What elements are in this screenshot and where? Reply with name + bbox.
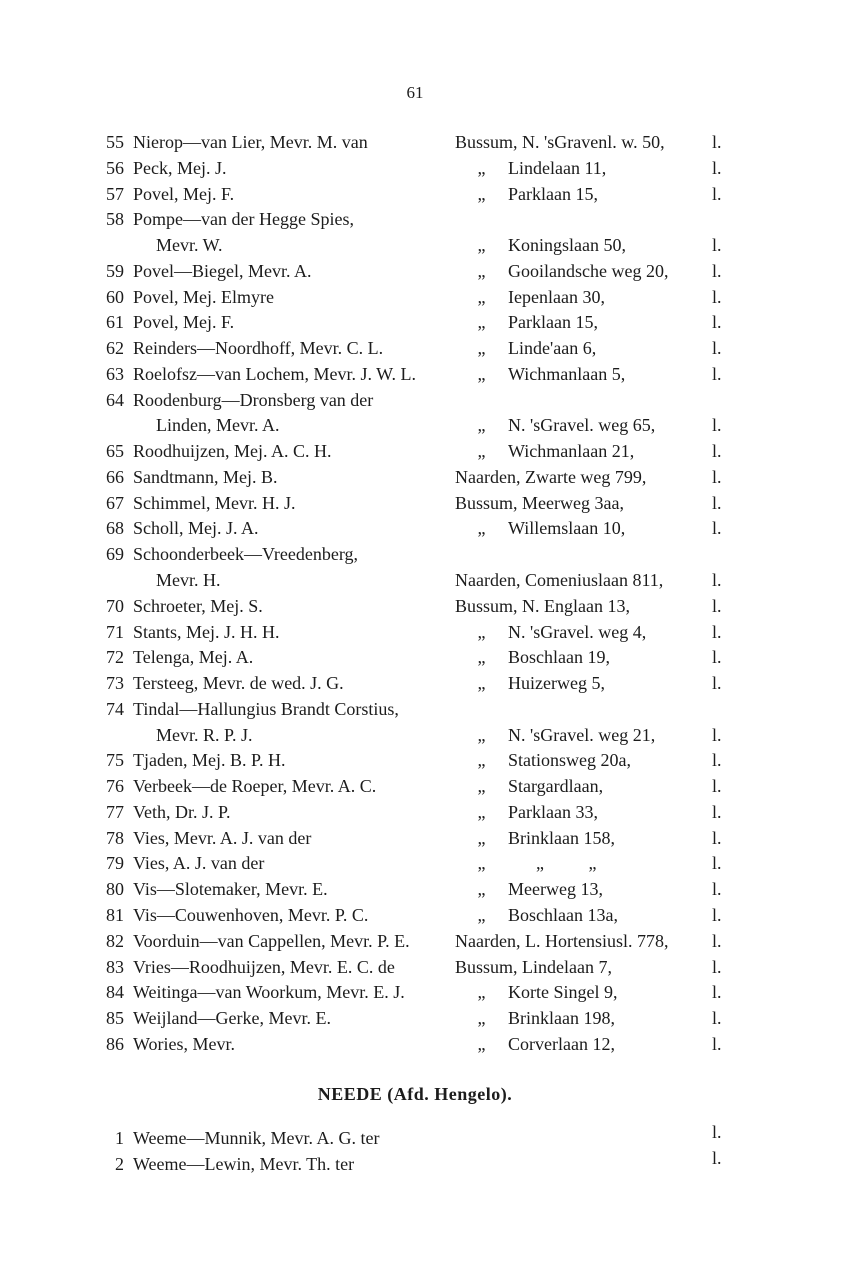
member-location (455, 876, 603, 902)
ditto-mark: „ (477, 338, 486, 359)
member-name: Voorduin—van Cappellen, Mevr. P. E. (133, 930, 410, 951)
membership-mark: l. (712, 466, 722, 487)
member-address: „ „ (536, 853, 597, 874)
member-place: Bussum, (455, 132, 518, 152)
membership-mark: l. (712, 338, 722, 359)
ditto-mark: „ (477, 750, 486, 771)
entry-number: 60 (106, 286, 124, 307)
member-address: Huizerweg 5, (508, 673, 605, 694)
member-address: N. 'sGravel. weg 4, (508, 621, 647, 642)
entry-number: 63 (106, 363, 124, 384)
ditto-mark: „ (477, 157, 486, 178)
member-address: Gooilandsche weg 20, (508, 260, 669, 281)
entry-number: 61 (106, 312, 124, 333)
list-item (0, 412, 860, 438)
member-location (455, 850, 596, 876)
membership-mark: l. (712, 673, 722, 694)
entry-number: 64 (106, 389, 124, 410)
membership-mark: l. (712, 441, 722, 462)
membership-mark: l. (712, 879, 722, 900)
membership-mark: l. (712, 363, 722, 384)
list-item (0, 232, 860, 258)
member-location (455, 644, 610, 670)
member-location (455, 954, 612, 980)
entry-number: 70 (106, 595, 124, 616)
member-name: Reinders—Noordhoff, Mevr. C. L. (133, 338, 384, 359)
member-name: Nierop—van Lier, Mevr. M. van (133, 132, 368, 152)
list-item (0, 361, 860, 387)
list-item (0, 206, 860, 232)
membership-mark: l. (712, 1122, 722, 1142)
list-item (0, 850, 860, 876)
entry-number: 81 (106, 904, 124, 925)
member-name: Weijland—Gerke, Mevr. E. (133, 1008, 331, 1029)
list-item (0, 541, 860, 567)
membership-mark: l. (712, 801, 722, 822)
entry-number: 58 (106, 209, 124, 230)
member-name: Povel—Biegel, Mevr. A. (133, 260, 312, 281)
list-item (0, 954, 860, 980)
member-location (455, 722, 655, 748)
member-name: Schroeter, Mej. S. (133, 595, 263, 616)
member-name: Roodhuijzen, Mej. A. C. H. (133, 441, 332, 462)
member-location (455, 438, 634, 464)
list-item (0, 335, 860, 361)
member-name: Povel, Mej. F. (133, 312, 235, 333)
member-place: Naarden, (455, 466, 521, 487)
entry-number: 71 (106, 621, 124, 642)
list-item (0, 670, 860, 696)
list-item (0, 799, 860, 825)
member-address: Meerweg 13, (508, 879, 603, 900)
member-location (455, 825, 615, 851)
member-location (455, 490, 624, 516)
member-location (455, 902, 618, 928)
membership-mark: l. (712, 1033, 722, 1054)
member-name: Roodenburg—Dronsberg van der (133, 389, 374, 410)
member-name: Telenga, Mej. A. (133, 647, 254, 668)
member-location (455, 335, 596, 361)
member-location (455, 464, 646, 490)
member-name: Weitinga—van Woorkum, Mevr. E. J. (133, 982, 405, 1003)
member-location (455, 181, 598, 207)
entry-number: 57 (106, 183, 124, 204)
entry-number: 80 (106, 879, 124, 900)
list-item (0, 567, 860, 593)
ditto-mark: „ (477, 518, 486, 539)
entry-number: 55 (106, 132, 124, 152)
membership-mark: l. (712, 930, 722, 951)
member-location (455, 619, 646, 645)
entry-number: 59 (106, 260, 124, 281)
entry-number: 2 (115, 1154, 124, 1174)
membership-mark: l. (712, 647, 722, 668)
member-name: Weeme—Munnik, Mevr. A. G. ter (133, 1128, 380, 1148)
entry-number: 72 (106, 647, 124, 668)
membership-mark: l. (712, 956, 722, 977)
ditto-mark: „ (477, 621, 486, 642)
membership-mark: l. (712, 570, 722, 591)
membership-mark: l. (712, 827, 722, 848)
member-address: Koningslaan 50, (508, 235, 626, 256)
member-location (455, 1031, 615, 1057)
member-address: Iepenlaan 30, (508, 286, 605, 307)
member-location (455, 412, 655, 438)
section-member-list (0, 1122, 860, 1177)
ditto-mark: „ (477, 801, 486, 822)
member-location (455, 747, 631, 773)
membership-mark: l. (712, 776, 722, 797)
member-address: Stationsweg 20a, (508, 750, 631, 771)
ditto-mark: „ (477, 673, 486, 694)
member-address: Parklaan 33, (508, 801, 598, 822)
member-address: Boschlaan 13a, (508, 904, 618, 925)
list-item (0, 1031, 860, 1057)
member-location (455, 309, 598, 335)
member-address: N. 'sGravenl. w. 50, (522, 132, 665, 152)
member-address: Parklaan 15, (508, 312, 598, 333)
member-location (455, 799, 598, 825)
ditto-mark: „ (477, 235, 486, 256)
entry-number: 82 (106, 930, 124, 951)
entry-number: 68 (106, 518, 124, 539)
list-item (0, 1122, 860, 1151)
ditto-mark: „ (477, 724, 486, 745)
member-address: L. Hortensiusl. 778, (524, 930, 669, 951)
membership-mark: l. (712, 1008, 722, 1029)
member-address: Comeniuslaan 811, (524, 570, 664, 591)
ditto-mark: „ (477, 879, 486, 900)
member-location (455, 361, 625, 387)
member-name: Vis—Couwenhoven, Mevr. P. C. (133, 904, 369, 925)
member-address: Korte Singel 9, (508, 982, 618, 1003)
member-name: Tjaden, Mej. B. P. H. (133, 750, 286, 771)
membership-mark: l. (712, 132, 722, 152)
member-name: Sandtmann, Mej. B. (133, 466, 278, 487)
member-name: Weeme—Lewin, Mevr. Th. ter (133, 1154, 355, 1174)
entry-number: 62 (106, 338, 124, 359)
list-item (0, 438, 860, 464)
member-name: Schoonderbeek—Vreedenberg, (133, 544, 358, 565)
list-item (0, 181, 860, 207)
member-address: N. 'sGravel. weg 21, (508, 724, 656, 745)
member-name: Mevr. W. (156, 235, 223, 256)
member-name: Peck, Mej. J. (133, 157, 227, 178)
member-list (0, 129, 860, 1057)
entry-number: 85 (106, 1008, 124, 1029)
ditto-mark: „ (477, 415, 486, 436)
list-item (0, 619, 860, 645)
entry-number: 84 (106, 982, 124, 1003)
member-name: Tersteeg, Mevr. de wed. J. G. (133, 673, 344, 694)
member-location (455, 284, 605, 310)
member-location (455, 773, 603, 799)
member-location (455, 928, 668, 954)
ditto-mark: „ (477, 441, 486, 462)
ditto-mark: „ (477, 827, 486, 848)
list-item (0, 1148, 860, 1177)
member-address: Boschlaan 19, (508, 647, 610, 668)
member-address: Zwarte weg 799, (524, 466, 647, 487)
member-address: Meerweg 3aa, (522, 492, 624, 513)
ditto-mark: „ (477, 260, 486, 281)
member-name: Vries—Roodhuijzen, Mevr. E. C. de (133, 956, 395, 977)
section-title: NEEDE (Afd. Hengelo). (317, 1084, 513, 1104)
member-name: Mevr. H. (156, 570, 221, 591)
membership-mark: l. (712, 724, 722, 745)
list-item (0, 902, 860, 928)
member-name: Pompe—van der Hegge Spies, (133, 209, 354, 230)
membership-mark: l. (712, 982, 722, 1003)
ditto-mark: „ (477, 1008, 486, 1029)
membership-mark: l. (712, 492, 722, 513)
member-address: Wichmanlaan 5, (508, 363, 626, 384)
member-address: Corverlaan 12, (508, 1033, 615, 1054)
member-location (455, 515, 625, 541)
ditto-mark: „ (477, 982, 486, 1003)
ditto-mark: „ (477, 363, 486, 384)
member-location (455, 129, 665, 155)
member-address: N. 'sGravel. weg 65, (508, 415, 656, 436)
ditto-mark: „ (477, 286, 486, 307)
ditto-mark: „ (477, 647, 486, 668)
entry-number: 78 (106, 827, 124, 848)
member-location (455, 670, 605, 696)
member-name: Roelofsz—van Lochem, Mevr. J. W. L. (133, 363, 416, 384)
membership-mark: l. (712, 260, 722, 281)
list-item (0, 1005, 860, 1031)
member-address: Brinklaan 198, (508, 1008, 615, 1029)
list-item (0, 515, 860, 541)
membership-mark: l. (712, 183, 722, 204)
entry-number: 65 (106, 441, 124, 462)
membership-mark: l. (712, 595, 722, 616)
member-place: Bussum, (455, 492, 518, 513)
member-place: Naarden, (455, 570, 521, 591)
ditto-mark: „ (477, 1033, 486, 1054)
list-item (0, 284, 860, 310)
member-location (455, 593, 630, 619)
entry-number: 76 (106, 776, 124, 797)
member-address: Willemslaan 10, (508, 518, 626, 539)
member-name: Tindal—Hallungius Brandt Corstius, (133, 698, 399, 719)
entry-number: 79 (106, 853, 124, 874)
membership-mark: l. (712, 518, 722, 539)
member-name: Vis—Slotemaker, Mevr. E. (133, 879, 328, 900)
member-address: Brinklaan 158, (508, 827, 615, 848)
list-item (0, 464, 860, 490)
entry-number: 67 (106, 492, 124, 513)
member-name: Verbeek—de Roeper, Mevr. A. C. (133, 776, 377, 797)
entry-number: 86 (106, 1033, 124, 1054)
member-place: Bussum, (455, 956, 518, 977)
ditto-mark: „ (477, 853, 486, 874)
member-name: Linden, Mevr. A. (156, 415, 280, 436)
ditto-mark: „ (477, 776, 486, 797)
list-item (0, 387, 860, 413)
list-item (0, 644, 860, 670)
entry-number: 77 (106, 801, 124, 822)
membership-mark: l. (712, 853, 722, 874)
list-item (0, 876, 860, 902)
member-location (455, 232, 626, 258)
list-item (0, 155, 860, 181)
entry-number: 75 (106, 750, 124, 771)
entry-number: 66 (106, 466, 124, 487)
membership-mark: l. (712, 904, 722, 925)
member-location (455, 567, 663, 593)
membership-mark: l. (712, 415, 722, 436)
list-item (0, 490, 860, 516)
membership-mark: l. (712, 750, 722, 771)
membership-mark: l. (712, 621, 722, 642)
ditto-mark: „ (477, 312, 486, 333)
member-address: Lindelaan 11, (508, 157, 607, 178)
member-name: Vies, A. J. van der (133, 853, 265, 874)
member-name: Veth, Dr. J. P. (133, 801, 231, 822)
list-item (0, 309, 860, 335)
list-item (0, 747, 860, 773)
list-item (0, 928, 860, 954)
member-location (455, 1005, 615, 1031)
entry-number: 74 (106, 698, 124, 719)
list-item (0, 696, 860, 722)
member-address: Parklaan 15, (508, 183, 598, 204)
list-item (0, 593, 860, 619)
membership-mark: l. (712, 157, 722, 178)
ditto-mark: „ (477, 183, 486, 204)
member-name: Wories, Mevr. (133, 1033, 236, 1054)
entry-number: 83 (106, 956, 124, 977)
member-name: Scholl, Mej. J. A. (133, 518, 259, 539)
list-item (0, 979, 860, 1005)
member-name: Vies, Mevr. A. J. van der (133, 827, 312, 848)
entry-number: 1 (115, 1128, 124, 1148)
member-address: Lindelaan 7, (522, 956, 612, 977)
member-location (455, 155, 606, 181)
member-name: Povel, Mej. F. (133, 183, 235, 204)
member-address: Wichmanlaan 21, (508, 441, 635, 462)
page-number: 61 (406, 83, 424, 102)
member-place: Bussum, (455, 595, 518, 616)
list-item (0, 129, 860, 155)
membership-mark: l. (712, 312, 722, 333)
member-place: Naarden, (455, 930, 521, 951)
entry-number: 69 (106, 544, 124, 565)
list-item (0, 825, 860, 851)
member-name: Povel, Mej. Elmyre (133, 286, 274, 307)
entry-number: 56 (106, 157, 124, 178)
membership-mark: l. (712, 1148, 722, 1168)
list-item (0, 258, 860, 284)
member-address: Stargardlaan, (508, 776, 604, 797)
member-name: Mevr. R. P. J. (156, 724, 253, 745)
ditto-mark: „ (477, 904, 486, 925)
entry-number: 73 (106, 673, 124, 694)
list-item (0, 722, 860, 748)
member-location (455, 258, 668, 284)
membership-mark: l. (712, 235, 722, 256)
member-address: Linde'aan 6, (508, 338, 597, 359)
member-name: Schimmel, Mevr. H. J. (133, 492, 296, 513)
member-address: N. Englaan 13, (522, 595, 631, 616)
list-item (0, 773, 860, 799)
member-name: Stants, Mej. J. H. H. (133, 621, 280, 642)
member-location (455, 979, 618, 1005)
membership-mark: l. (712, 286, 722, 307)
